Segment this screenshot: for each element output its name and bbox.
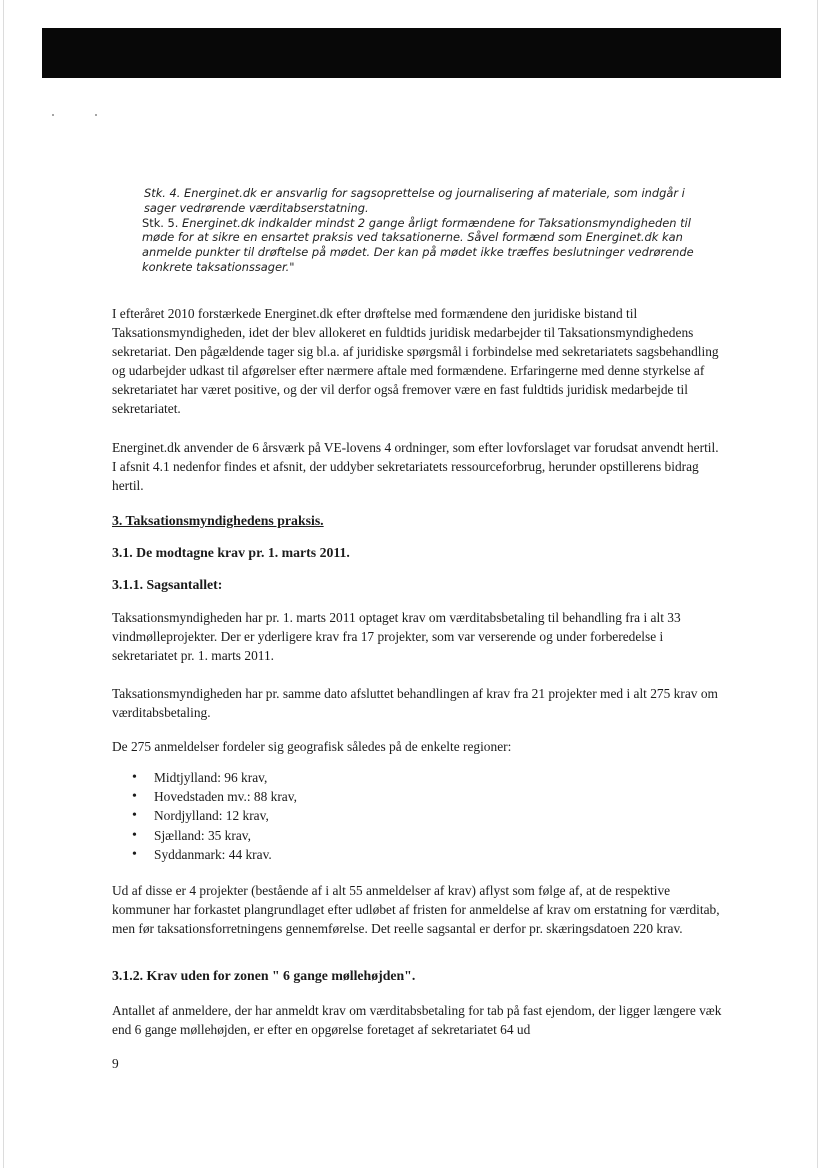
- list-item: • Syddanmark: 44 krav.: [112, 845, 297, 864]
- section-heading-3-1-2: 3.1.2. Krav uden for zonen " 6 gange møllehøjden".: [112, 968, 416, 983]
- paragraph-text: Taksationsmyndigheden har pr. 1. marts 2011 optaget krav om værditabsbetaling til behandling fra i alt 33 vindmølleprojekter. Der er yderligere krav fra 17 projekter, som var verserende og under forberedelse i sekretariatet pr. 1. marts 2011.: [112, 610, 681, 663]
- paragraph-text: Ud af disse er 4 projekter (bestående af i alt 55 anmeldelser af krav) aflyst som følge af, at de respektive kommuner har forkastet plangrundlaget efter udløbet af fristen for anmeldelse af krav om erstatning for værditab, men før taksationsforretningens gennemførelse. Det reelle sagsantal er derfor pr. skæringsdatoen 220 krav.: [112, 883, 720, 936]
- stk5-text: Energinet.dk indkalder mindst 2 gange årligt formændene for Taksationsmyndigheden til møde for at sikre en ensartet praksis ved taksationerne. Såvel formænd som Energinet.dk kan anmelde punkter til drøftelse på mødet. Der kan på mødet ikke træffes beslutninger vedrørende konkrete taksationssager.": [142, 215, 694, 274]
- stk4-text: Energinet.dk er ansvarlig for sagsoprettelse og journalisering af materiale, som indgår i sager vedrørende værditabserstatning.: [144, 186, 685, 215]
- paragraph-text: I efteråret 2010 forstærkede Energinet.dk efter drøftelse med formændene den juridiske bistand til Taksationsmyndigheden, idet der blev allokeret en fuldtids juridisk medarbejder til Taksationsmyndighedens sekretariat. Den pågældende tager sig bl.a. af juridiske spørgsmål i forbindelse med sekretariatets sagsbehandling og udarbejder udkast til afgørelser efter nærmere aftale med formændene. Erfaringerne med denne styrkelse af sekretariatet har været positive, og der vil derfor også fremover være en fast fuldtids juridisk medarbejde til sekretariatet.: [112, 306, 719, 416]
- scan-edge-left: [3, 0, 4, 1168]
- paragraph-completed-cases: [112, 684, 722, 722]
- quote-stk5: [119, 216, 719, 275]
- paragraph-text: Energinet.dk anvender de 6 årsværk på VE-lovens 4 ordninger, som efter lovforslaget var forudsat anvendt hertil. I afsnit 4.1 nedenfor findes et afsnit, der uddyber sekretariatets ressourceforbrug, herunder opstillerens bidrag hertil.: [112, 440, 719, 493]
- paragraph-legal-assistance: [112, 304, 722, 418]
- section-heading-3-1: 3.1. De modtagne krav pr. 1. marts 2011.: [112, 545, 350, 560]
- paragraph-text: De 275 anmeldelser fordeler sig geografisk således på de enkelte regioner:: [112, 739, 512, 754]
- paragraph-cancelled-projects: [112, 881, 722, 938]
- list-item: • Nordjylland: 12 krav,: [112, 806, 297, 825]
- scan-edge-right: [817, 0, 818, 1168]
- stk4-label: Stk. 4.: [144, 186, 181, 200]
- paragraph-text: Taksationsmyndigheden har pr. samme dato afsluttet behandlingen af krav fra 21 projekter med i alt 275 krav om værditabsbetaling.: [112, 686, 718, 720]
- list-item: • Hovedstaden mv.: 88 krav,: [112, 787, 297, 806]
- list-item: • Sjælland: 35 krav,: [112, 826, 297, 845]
- paragraph-resources: [112, 438, 722, 495]
- stk5-label: Stk. 5.: [142, 215, 179, 230]
- page-number: 9: [112, 1056, 119, 1071]
- scan-speck: [52, 114, 54, 116]
- paragraph-case-count: [112, 608, 722, 665]
- paragraph-outside-zone: [112, 1001, 722, 1039]
- redacted-header-bar: [42, 28, 781, 78]
- quoted-statute: [119, 186, 719, 275]
- scan-speck: [95, 114, 97, 116]
- quote-stk4: [119, 186, 719, 216]
- paragraph-regions-intro: [112, 737, 722, 756]
- list-item: • Midtjylland: 96 krav,: [112, 768, 297, 787]
- section-heading-3: 3. Taksationsmyndighedens praksis.: [112, 513, 324, 528]
- section-heading-3-1-1: 3.1.1. Sagsantallet:: [112, 577, 223, 592]
- paragraph-text: Antallet af anmeldere, der har anmeldt krav om værditabsbetaling for tab på fast ejendom, der ligger længere væk end 6 gange møllehøjden, er efter en opgørelse foretaget af sekretariatet 64 ud: [112, 1003, 722, 1037]
- region-list: [112, 768, 297, 864]
